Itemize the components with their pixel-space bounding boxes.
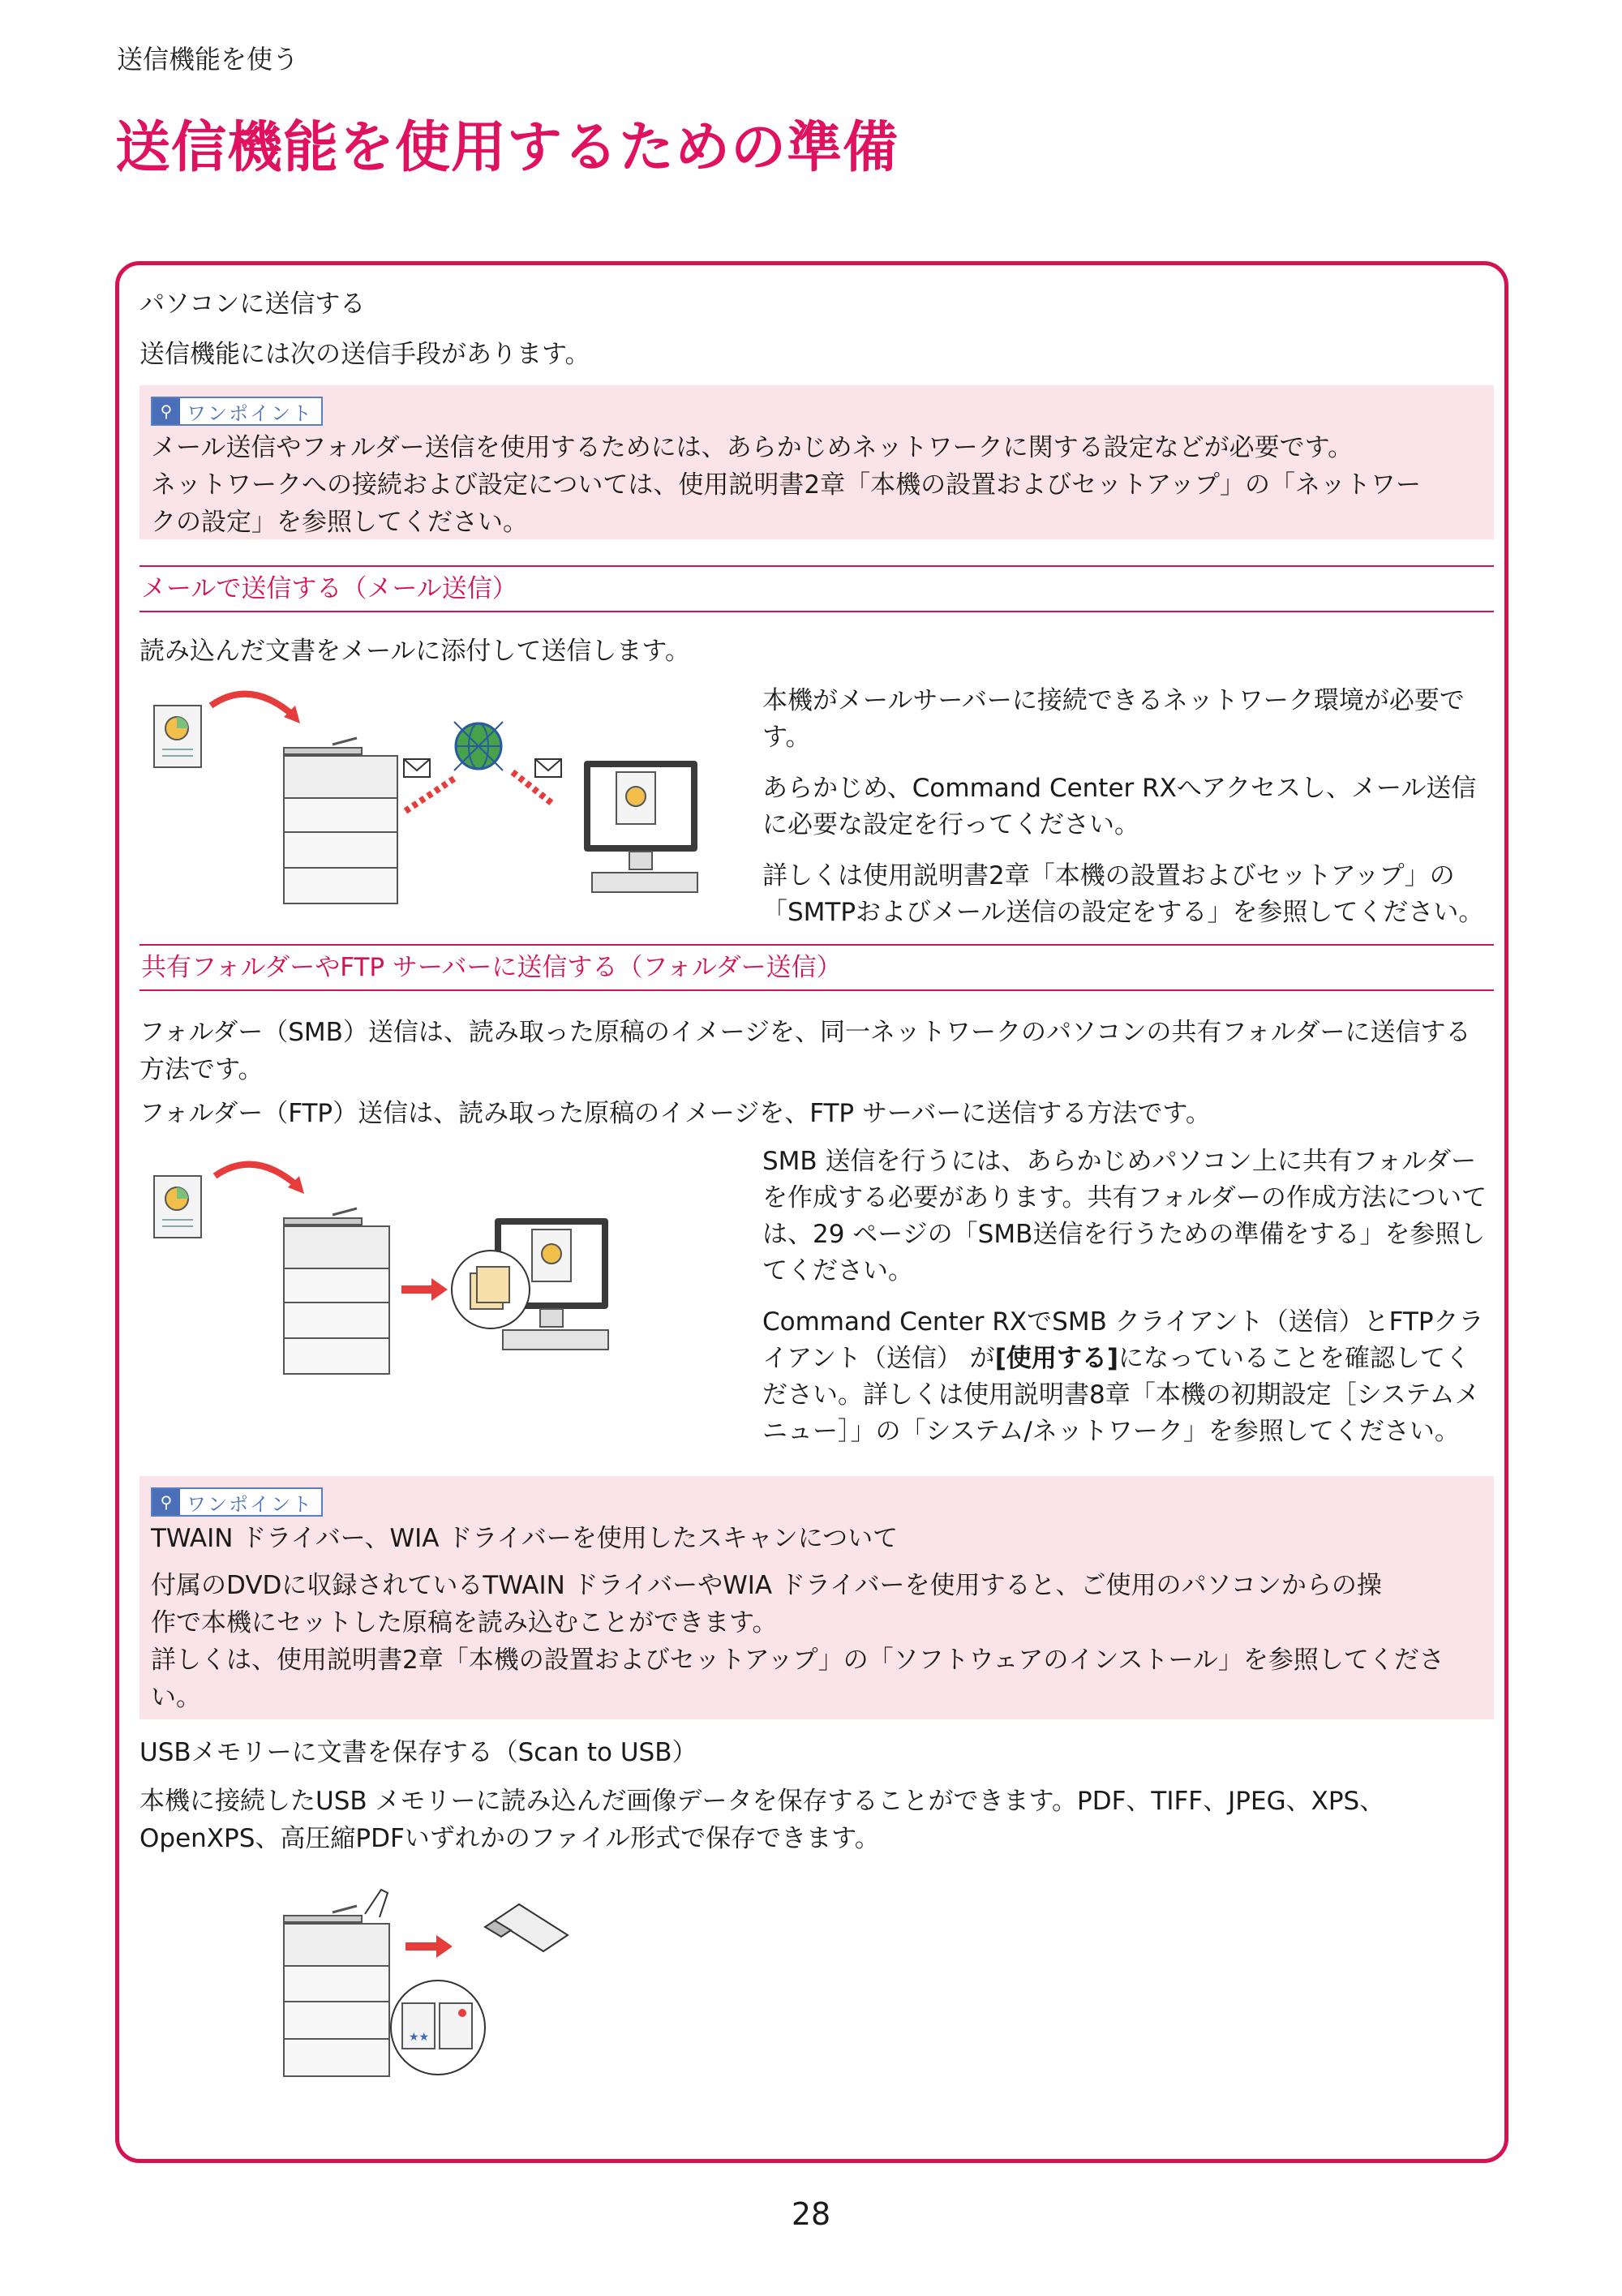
- saved-documents-icon: [391, 1981, 485, 2075]
- note-box-network: [139, 385, 1494, 539]
- note-line: 付属のDVDに収録されているTWAIN ドライバーやWIA ドライバーを使用すると、ご使用のパソコンからの操: [151, 1571, 1382, 1600]
- svg-text:★★: ★★: [409, 2031, 430, 2044]
- usb-memory-icon: [485, 1904, 568, 1951]
- arrow-icon: [406, 1935, 453, 1958]
- email-paragraph: あらかじめ、Command Center RXへアクセスし、メール送信に必要な設定を行ってください。: [762, 774, 1477, 839]
- email-paragraph: 詳しくは使用説明書2章「本機の設置およびセットアップ」の「SMTPおよびメール送信の設定をする」を参照してください。: [762, 861, 1484, 927]
- arrow-icon: [401, 1278, 448, 1301]
- mfp-printer-icon: [284, 1208, 389, 1374]
- note-badge-label: ワンポイント: [187, 1492, 313, 1516]
- magnifier-icon: ⚲: [152, 1489, 180, 1515]
- shared-folder-icon: [452, 1251, 530, 1328]
- breadcrumb: 送信機能を使う: [117, 44, 299, 75]
- usb-section-heading: USBメモリーに文書を保存する（Scan to USB）: [139, 1738, 697, 1767]
- note-badge: [151, 1487, 323, 1517]
- email-intro: 読み込んだ文書をメールに添付して送信します。: [139, 637, 690, 666]
- note-line: ネットワークへの接続および設定については、使用説明書2章「本機の設置およびセットアップ」の「ネットワー: [151, 470, 1421, 500]
- globe-icon: [454, 722, 503, 770]
- mail-envelope-icon: [535, 759, 561, 777]
- email-paragraph: 本機がメールサーバーに接続できるネットワーク環境が必要です。: [762, 686, 1465, 752]
- email-send-illustration: [146, 681, 714, 908]
- document-icon: [154, 706, 201, 767]
- folder-paragraph: SMB 送信を行うには、あらかじめパソコン上に共有フォルダーを作成する必要があります。共有フォルダーの作成方法については、29 ページの「SMB送信を行うための準備をする」を参照してください。: [762, 1147, 1487, 1285]
- arrow-icon: [211, 694, 296, 718]
- arrow-icon: [215, 1165, 300, 1188]
- email-section-heading: メールで送信する（メール送信）: [139, 565, 1494, 612]
- note-line: クの設定」を参照してください。: [151, 508, 528, 537]
- mfp-printer-icon: [284, 1906, 389, 2076]
- usb-save-illustration: [276, 1882, 584, 2084]
- folder-send-illustration: [146, 1144, 633, 1379]
- pc-section-intro: 送信機能には次の送信手段があります。: [139, 340, 590, 369]
- note-line: メール送信やフォルダー送信を使用するためには、あらかじめネットワークに関する設定などが必要です。: [151, 433, 1354, 462]
- note-line: い。: [151, 1683, 201, 1712]
- folder-intro-ftp: フォルダー（FTP）送信は、読み取った原稿のイメージを、FTP サーバーに送信する方法です。: [139, 1099, 1211, 1128]
- usb-description-line: 本機に接続したUSB メモリーに読み込んだ画像データを保存することができます。PDF、TIFF、JPEG、XPS、: [139, 1787, 1385, 1816]
- note-badge: [151, 397, 323, 426]
- note-badge-label: ワンポイント: [187, 401, 313, 425]
- folder-details: [762, 1144, 1492, 1465]
- pc-section-heading: パソコンに送信する: [139, 290, 366, 319]
- folder-intro-smb: フォルダー（SMB）送信は、読み取った原稿のイメージを、同一ネットワークのパソコンの共有フォルダーに送信する方法です。: [139, 1018, 1471, 1084]
- mail-envelope-icon: [404, 759, 430, 777]
- document-icon: [154, 1176, 201, 1238]
- folder-section-heading: 共有フォルダーやFTP サーバーに送信する（フォルダー送信）: [139, 944, 1494, 991]
- hand-icon: [365, 1890, 388, 1917]
- note-line: 作で本機にセットした原稿を読み込むことができます。: [151, 1608, 778, 1637]
- usb-description-line: OpenXPS、高圧縮PDFいずれかのファイル形式で保存できます。: [139, 1824, 880, 1853]
- note-box-twain: [139, 1476, 1494, 1719]
- mfp-printer-icon: [284, 738, 397, 903]
- note-title: TWAIN ドライバー、WIA ドライバーを使用したスキャンについて: [151, 1524, 899, 1553]
- page-number: 28: [791, 2196, 831, 2232]
- dashed-arrow: [406, 779, 454, 811]
- email-details: [762, 683, 1492, 946]
- note-line: 詳しくは、使用説明書2章「本機の設置およびセットアップ」の「ソフトウェアのインストール」を参照してくださ: [151, 1646, 1444, 1675]
- magnifier-icon: ⚲: [152, 398, 180, 424]
- computer-monitor-icon: [584, 761, 697, 892]
- page-title: 送信機能を使用するための準備: [115, 116, 899, 180]
- folder-paragraph: Command Center RXでSMB クライアント（送信）とFTPクライアント（送信） が[使用する]になっていることを確認してください。詳しくは使用説明書8章「本機の初期設定［システムメニュー］」の「システム/ネットワーク」を参照してください。: [762, 1307, 1484, 1446]
